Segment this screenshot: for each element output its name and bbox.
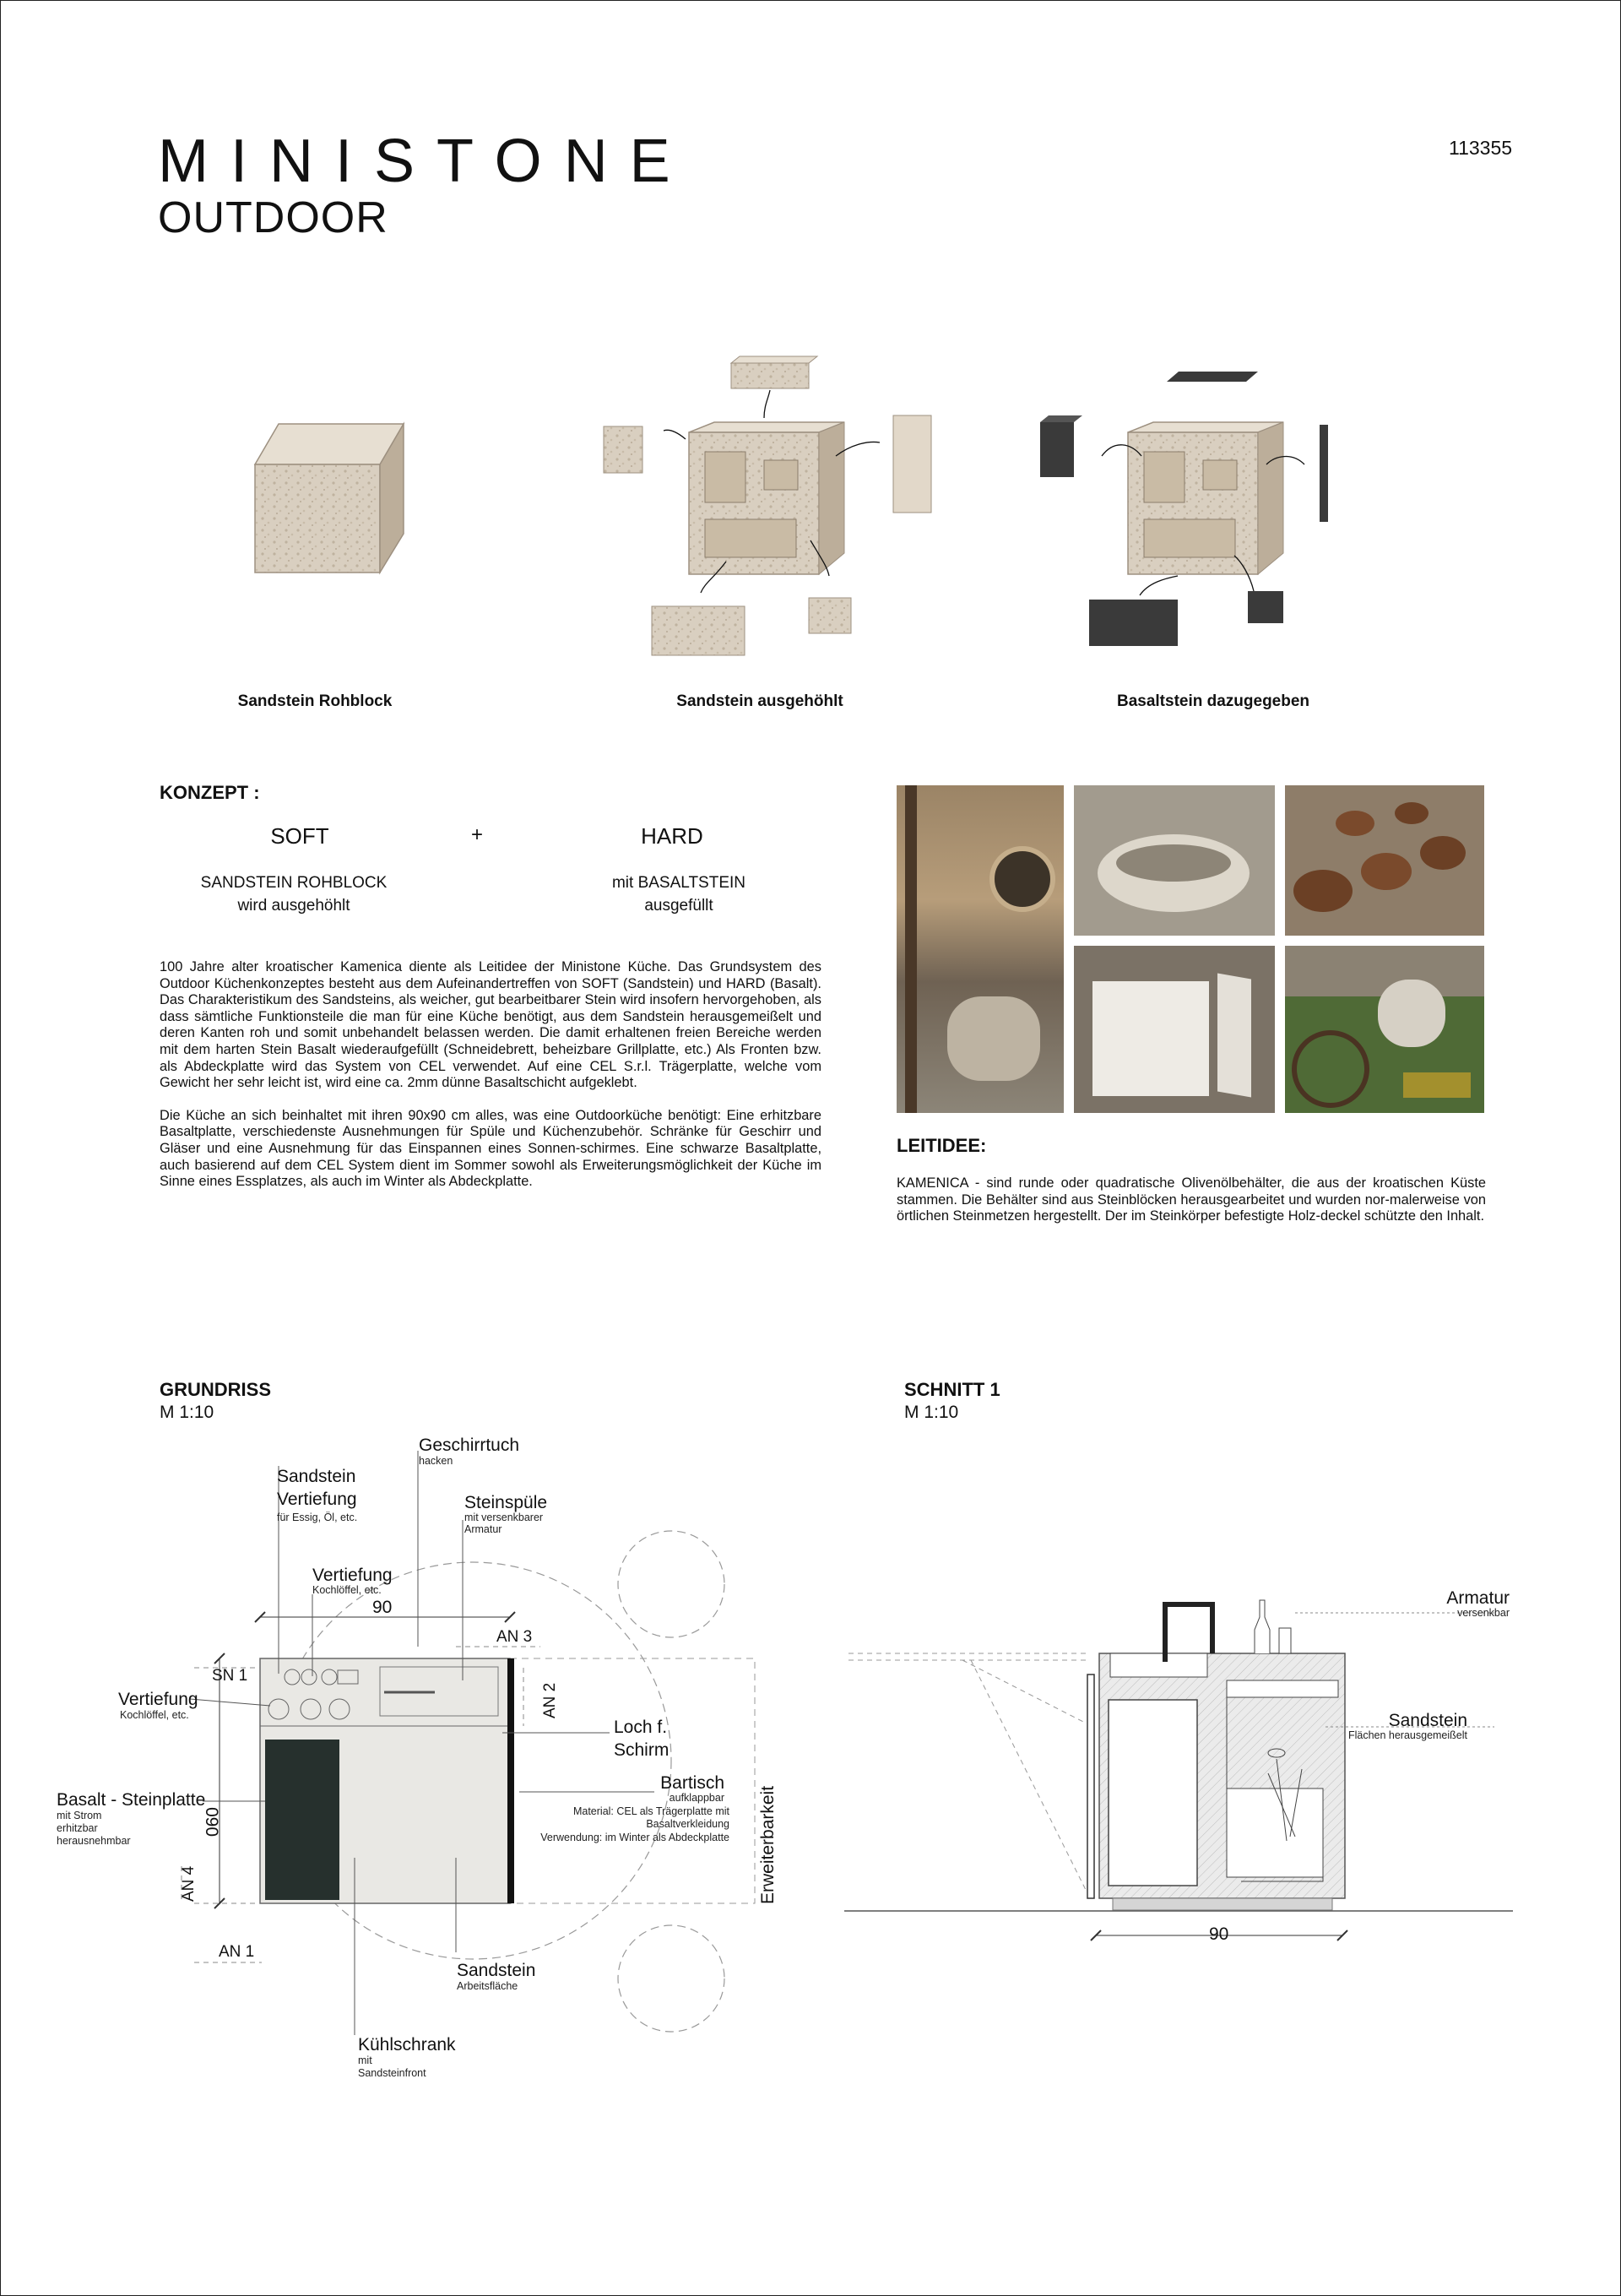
konzept-soft-desc-1: SANDSTEIN ROHBLOCK: [200, 874, 388, 892]
label-bartisch-sub: aufklappbar: [669, 1792, 724, 1804]
label-kuehlschrank: Kühlschrank: [358, 2035, 456, 2054]
label-an4: AN 4: [180, 1865, 198, 1902]
konzept-paragraph-1: 100 Jahre alter kroatischer Kamenica diente als Leitidee der Ministone Küche. Das Grundsystem des Outdoor Küchenkonzeptes besteht aus dem Aufeinandertreffen von SOFT (Sandstein) und HARD (Basalt). Das Charakteristikum des Sandsteins, als weicher, gut bearbeitbarer Stein wird insofern hervorgehoben, als dass sämtliche Funktionsteile die man für eine Küche benötigt, aus dem Sandstein herausgemeißelt und deren Kanten roh und somit unbehandelt belassen werden. Die damit erhaltenen freien Bereiche werden mit dem harten Stein Basalt wiederaufgefüllt (Schneidebrett, beheizbare Grillplatte, etc.) Als Fronten bzw. als Abdeckplatte wird das System von CEL verwendet. Auf eine CEL S.r.l. Trägerplatte, welche vom Gewicht her sehr leicht ist, wird eine ca. 2mm dünne Basaltschicht aufgeklebt.: [160, 959, 821, 1091]
label-material: Material: CEL als Trägerplatte mit: [572, 1805, 729, 1817]
label-geschirrtuch-sub: hacken: [419, 1455, 453, 1467]
label-geschirrtuch: Geschirrtuch: [419, 1436, 520, 1455]
photo-garden: [1285, 946, 1484, 1113]
caption-step-1: Sandstein Rohblock: [237, 692, 393, 710]
label-section-dim-90: 90: [1209, 1924, 1229, 1944]
label-basalt-sub-3: herausnehmbar: [57, 1835, 131, 1847]
label-steinspuele: Steinspüle: [464, 1493, 548, 1512]
label-sandstein: Sandstein: [457, 1961, 536, 1980]
label-sandstein-sub: Arbeitsfläche: [457, 1980, 518, 1992]
project-number: 113355: [1449, 137, 1513, 159]
label-erweiterbarkeit: Erweiterbarkeit: [758, 1785, 778, 1904]
grundriss-heading: GRUNDRISS: [160, 1379, 272, 1400]
label-sandstein-vertiefung-sub: für Essig, Öl, etc.: [277, 1512, 358, 1523]
label-steinspuele-sub-2: Armatur: [464, 1523, 502, 1535]
konzept-heading: KONZEPT :: [160, 782, 260, 803]
label-material-2: Basaltverkleidung: [646, 1818, 729, 1830]
label-sn1: SN 1: [212, 1667, 248, 1685]
page-subtitle: OUTDOOR: [158, 193, 388, 242]
label-dim-090: 090: [202, 1807, 221, 1837]
sandstone-basalt-block: [1040, 372, 1328, 646]
schnitt-drawing: [827, 1562, 1520, 2001]
label-sandstein-vertiefung-1: Sandstein: [277, 1467, 356, 1486]
sandstone-raw-block: [255, 424, 404, 573]
divider-bar: [507, 1658, 514, 1903]
photo-stone-basin: [1074, 785, 1275, 936]
photo-stone-rows: [1285, 785, 1484, 936]
label-basalt: Basalt - Steinplatte: [57, 1790, 206, 1810]
label-an3: AN 3: [496, 1628, 533, 1646]
schnitt-scale: M 1:10: [904, 1403, 959, 1422]
label-vertiefung-left: Vertiefung: [118, 1690, 198, 1709]
label-an1: AN 1: [219, 1943, 255, 1961]
konzept-hard-desc-1: mit BASALTSTEIN: [611, 874, 745, 892]
label-basalt-sub-2: erhitzbar: [57, 1822, 98, 1834]
label-kuehlschrank-sub-1: mit: [358, 2054, 372, 2066]
section-utensil-cavity: [1227, 1788, 1323, 1877]
label-verwendung: Verwendung: im Winter als Abdeckplatte: [540, 1832, 729, 1843]
konzept-hard-desc-2: ausgefüllt: [644, 897, 713, 915]
konzept-body: [160, 959, 821, 1207]
grundriss-scale: M 1:10: [160, 1403, 214, 1422]
label-an2: AN 2: [541, 1682, 559, 1718]
label-steinspuele-sub-1: mit versenkbarer: [464, 1512, 544, 1523]
bartisch-foldout: [848, 1653, 1089, 1892]
label-dim-90: 90: [372, 1598, 393, 1617]
label-loch-1: Loch f.: [614, 1718, 668, 1737]
caption-step-3: Basaltstein dazugegeben: [1116, 692, 1310, 710]
label-vertiefung-top-sub: Kochlöffel, etc.: [312, 1584, 382, 1596]
stone-sequence-illustration: [0, 338, 1621, 692]
label-bartisch: Bartisch: [660, 1773, 724, 1793]
konzept-hard: HARD: [641, 823, 703, 849]
caption-step-2: Sandstein ausgehöhlt: [676, 692, 843, 710]
label-kuehlschrank-sub-2: Sandsteinfront: [358, 2067, 426, 2079]
konzept-plus: +: [471, 823, 484, 846]
sandstone-hollowed-block: [604, 356, 931, 655]
grundriss-drawing: [0, 1419, 861, 2094]
label-sandstein-vertiefung-2: Vertiefung: [277, 1490, 357, 1509]
konzept-paragraph-2: Die Küche an sich beinhaltet mit ihren 90x90 cm alles, was eine Outdoorküche benötigt: Eine erhitzbare Basaltplatte, verschiedenste Ausnehmungen für Spüle und Küchenzubehör. Schränke für Geschirr und Gläser und eine Ausnehmung für das Einspannen eines Sonnen-schirmes. Eine schwarze Basaltplatte, auch basierend auf dem CEL System dient im Sommer sowohl als Erweiterungsmöglichkeit der Küche im Sinne eines Essplatzes, als auch im Winter als Abdeckplatte.: [160, 1107, 821, 1190]
photo-kamenica-wall: [897, 785, 1064, 1113]
leitidee-heading: LEITIDEE:: [897, 1135, 987, 1156]
schnitt-heading: SCHNITT 1: [904, 1379, 1000, 1400]
label-section-sandstein: Sandstein: [1388, 1711, 1467, 1730]
basalt-plate: [265, 1740, 339, 1900]
konzept-soft: SOFT: [270, 823, 329, 849]
label-vertiefung-top: Vertiefung: [312, 1566, 393, 1585]
label-basalt-sub-1: mit Strom: [57, 1810, 102, 1821]
label-loch-2: Schirm: [614, 1740, 670, 1760]
label-vertiefung-left-sub: Kochlöffel, etc.: [120, 1709, 189, 1721]
konzept-soft-desc: [167, 871, 420, 917]
page-title: MINISTONE: [158, 128, 692, 195]
section-cabinet: [1109, 1700, 1197, 1886]
konzept-soft-desc-2: wird ausgehöhlt: [237, 897, 350, 915]
label-armatur: Armatur: [1446, 1588, 1510, 1608]
photo-white-box: [1074, 946, 1275, 1113]
label-section-sandstein-sub: Flächen herausgemeißelt: [1347, 1729, 1467, 1741]
konzept-hard-desc: [552, 871, 805, 917]
leitidee-text: KAMENICA - sind runde oder quadratische Olivenölbehälter, die aus der kroatischen Küste stammen. Die Behälter sind aus Steinblöcken herausgearbeitet und wurden nor-malerweise von örtlichen Steinmetzen hergestellt. Der im Steinkörper befestigte Holz-deckel schützte den Inhalt.: [897, 1175, 1486, 1224]
label-armatur-sub: versenkbar: [1457, 1607, 1510, 1619]
